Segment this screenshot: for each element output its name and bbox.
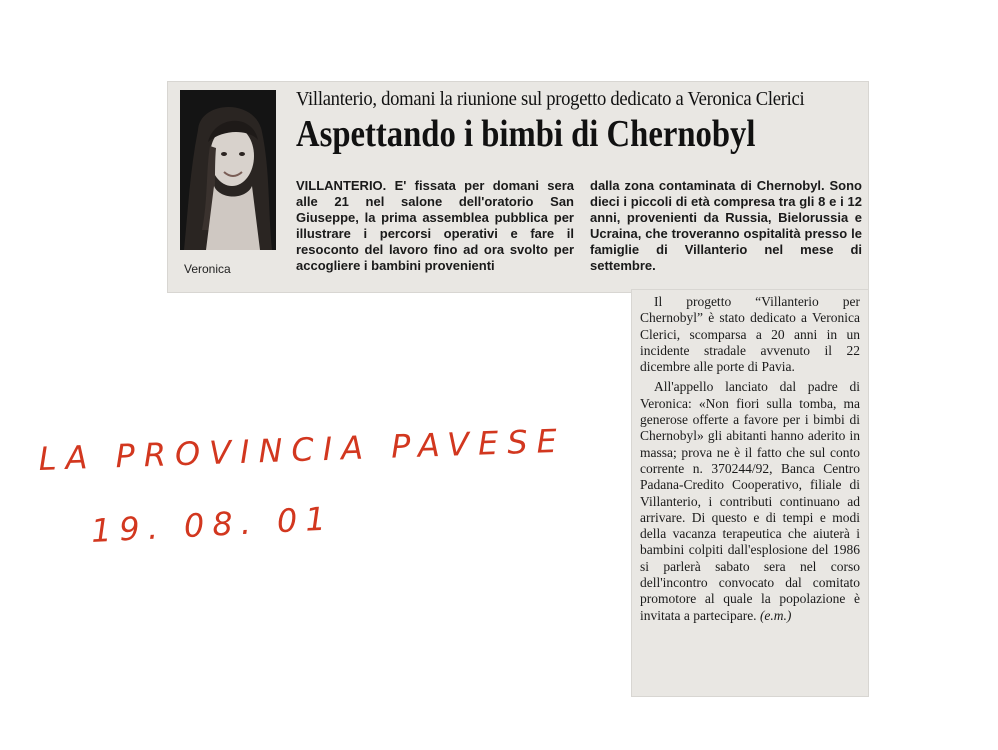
portrait-photo	[180, 90, 276, 250]
column-3-paragraph-1: Il progetto “Villanterio per Chernobyl” è stato dedicato a Veronica Clerici, scomparsa a 20 anni in un incidente stradale avvenuto il 22 dicembre alle porte di Pavia.	[640, 294, 860, 375]
article-column-3	[640, 294, 860, 628]
article-column-2: dalla zona contaminata di Chernobyl. Sono dieci i piccoli di età compresa tra gli 8 e i 12 anni, provenienti da Russia, Bielorussia e Ucraina, che troveranno ospitalità presso le famiglie di Villanterio nel mese di settembre.	[590, 178, 862, 273]
article-column-1	[296, 178, 574, 274]
handwritten-date: 19. 08. 01	[90, 499, 335, 550]
article-kicker: Villanterio, domani la riunione sul progetto dedicato a Veronica Clerici	[296, 88, 805, 110]
column-1-text: E' fissata per domani sera alle 21 nel salone dell'oratorio San Giuseppe, la prima assemblea pubblica per illustrare i percorsi operativi e fare il resoconto del lavoro fino ad ora svolto per accogliere i bambini provenienti	[296, 178, 574, 273]
article-headline: Aspettando i bimbi di Chernobyl	[296, 113, 756, 155]
column-3-paragraph-2-text: All'appello lanciato dal padre di Veronica: «Non fiori sulla tomba, ma generose offerte a favore per i bimbi di Chernobyl» gli abitanti hanno aderito in massa; prova ne è il fatto che sul conto corrente n. 370244/92, Banca Centro Padana-Credito Cooperativo, filiale di Villanterio, i contributi continuano ad arrivare. Di questo e di tempi e modi della vacanza terapeutica che aiuterà i bambini colpiti dall'esplosione del 1986 si parlerà sabato sera nel corso dell'incontro convocato dal comitato promotore al quale la popolazione è invitata a partecipare.	[640, 379, 860, 623]
column-3-paragraph-2	[640, 379, 860, 623]
handwritten-source: LA PROVINCIA PAVESE	[38, 421, 567, 478]
author-signature: (e.m.)	[759, 607, 792, 623]
dateline: VILLANTERIO.	[296, 178, 387, 193]
photo-caption: Veronica	[184, 262, 231, 276]
